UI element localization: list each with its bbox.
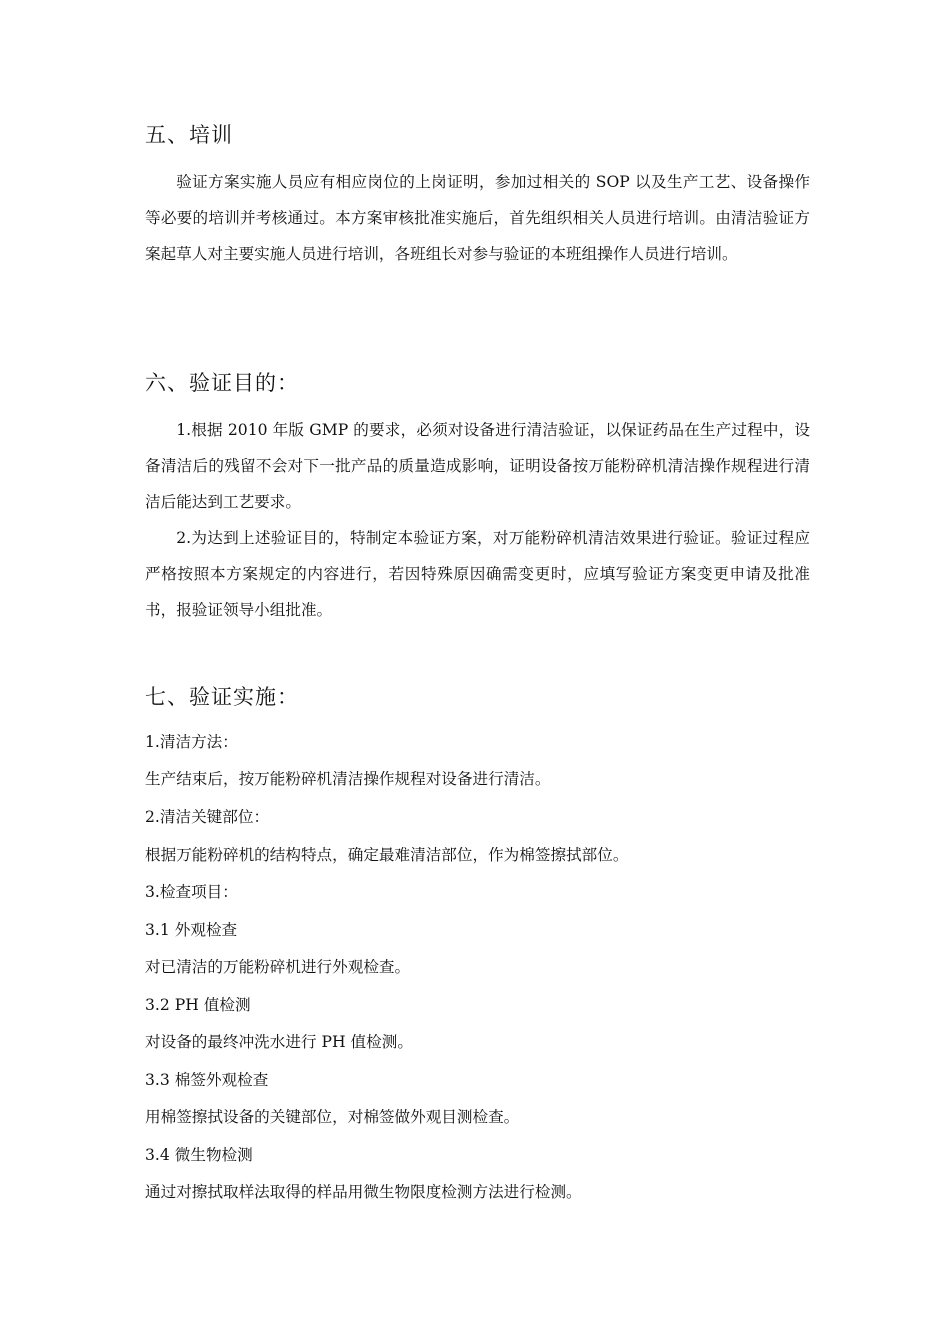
impl-line: 通过对擦拭取样法取得的样品用微生物限度检测方法进行检测。 — [145, 1183, 582, 1201]
impl-line: 对已清洁的万能粉碎机进行外观检查。 — [145, 958, 411, 976]
section-heading-purpose: 六、验证目的： — [145, 371, 299, 395]
impl-line: 3.2 PH 值检测 — [145, 996, 251, 1014]
impl-line: 对设备的最终冲洗水进行 PH 值检测。 — [145, 1033, 413, 1051]
impl-line: 2.清洁关键部位： — [145, 808, 270, 826]
section-heading-implementation: 七、验证实施： — [145, 685, 299, 709]
purpose-paragraph-1: 1.根据 2010 年版 GMP 的要求，必须对设备进行清洁验证，以保证药品在生产过程中，设备清洁后的残留不会对下一批产品的质量造成影响，证明设备按万能粉碎机清洁操作规程进行清洁后能达到工艺要求。 — [145, 421, 810, 511]
impl-line: 1.清洁方法： — [145, 733, 238, 751]
impl-line: 生产结束后，按万能粉碎机清洁操作规程对设备进行清洁。 — [145, 770, 551, 788]
section-heading-training: 五、培训 — [145, 123, 233, 147]
impl-line: 根据万能粉碎机的结构特点，确定最难清洁部位，作为棉签擦拭部位。 — [145, 846, 629, 864]
impl-line: 用棉签擦拭设备的关键部位，对棉签做外观目测检查。 — [145, 1108, 520, 1126]
purpose-paragraph-2: 2.为达到上述验证目的，特制定本验证方案，对万能粉碎机清洁效果进行验证。验证过程应严格按照本方案规定的内容进行，若因特殊原因确需变更时，应填写验证方案变更申请及批准书，报验证领导小组批准。 — [145, 529, 810, 619]
impl-line: 3.3 棉签外观检查 — [145, 1071, 269, 1089]
training-paragraph: 验证方案实施人员应有相应岗位的上岗证明，参加过相关的 SOP 以及生产工艺、设备操作等必要的培训并考核通过。本方案审核批准实施后，首先组织相关人员进行培训。由清洁验证方案起草人对主要实施人员进行培训，各班组长对参与验证的本班组操作人员进行培训。 — [145, 173, 810, 263]
impl-line: 3.4 微生物检测 — [145, 1146, 253, 1164]
impl-line: 3.检查项目： — [145, 883, 238, 901]
impl-line: 3.1 外观检查 — [145, 921, 238, 939]
